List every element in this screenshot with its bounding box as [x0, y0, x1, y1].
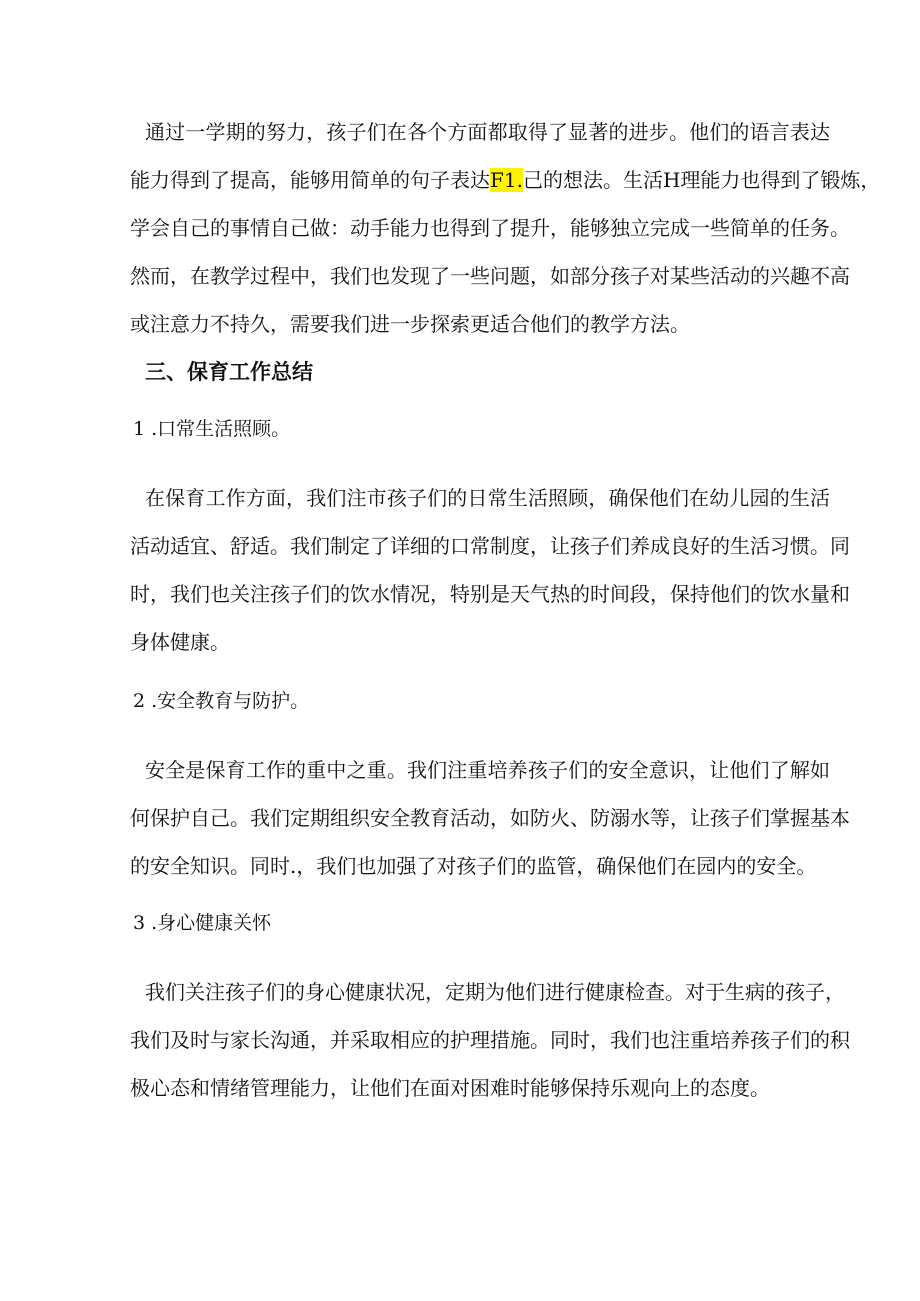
- text-line: 极心态和情绪管理能力，让他们在面对困难时能够保持乐观向上的态度。: [130, 1076, 770, 1100]
- section-heading: 三、保育工作总结: [145, 360, 313, 384]
- subsection-title-health: 3 .身心健康关怀: [133, 912, 272, 934]
- text-line: 何保护自己。我们定期组织安全教育活动，如防火、防溺水等，让孩子们掌握基本: [130, 806, 850, 830]
- subsection-title-daily-care: 1 .口常生活照顾。: [133, 418, 291, 440]
- paragraph-progress-summary: [130, 108, 881, 348]
- highlighted-text: F1.: [490, 168, 523, 192]
- text-fragment: 己的想法。生活H理能力也得到了锻炼，: [522, 168, 881, 192]
- paragraph-safety: [130, 746, 850, 890]
- text-line: 时，我们也关注孩子们的饮水情况，特别是天气热的时间段，保持他们的饮水量和: [130, 582, 850, 606]
- text-line: 或注意力不持久，需要我们进一步探索更适合他们的教学方法。: [130, 312, 690, 336]
- paragraph-health: [130, 968, 850, 1112]
- text-line: 在保育工作方面，我们注市孩子们的日常生活照顾，确保他们在幼儿园的生活: [145, 486, 830, 510]
- text-line: 学会自己的事情自己做：动手能力也得到了提升，能够独立完成一些简单的任务。: [130, 216, 850, 240]
- text-line: [130, 156, 881, 204]
- text-line: 我们及时与家长沟通，并采取相应的护理措施。同时，我们也注重培养孩子们的积: [130, 1028, 850, 1052]
- subsection-title-safety: 2 .安全教育与防护。: [133, 690, 310, 712]
- text-line: 的安全知识。同时.，我们也加强了对孩子们的监管，确保他们在园内的安全。: [130, 854, 817, 878]
- text-fragment: 能力得到了提高，能够用简单的句子表达: [130, 168, 490, 192]
- text-line: 身体健康。: [130, 630, 230, 654]
- text-line: 然而，在教学过程中，我们也发现了一些问题，如部分孩子对某些活动的兴趣不高: [130, 264, 850, 288]
- text-line: 安全是保育工作的重中之重。我们注重培养孩子们的安全意识，让他们了解如: [145, 758, 830, 782]
- paragraph-daily-care: [130, 474, 850, 666]
- text-line: 活动适宜、舒适。我们制定了详细的口常制度，让孩子们养成良好的生活习惯。同: [130, 534, 850, 558]
- text-line: 通过一学期的努力，孩子们在各个方面都取得了显著的进步。他们的语言表达: [145, 120, 830, 144]
- text-line: 我们关注孩子们的身心健康状况，定期为他们进行健康检查。对于生病的孩子，: [145, 980, 845, 1004]
